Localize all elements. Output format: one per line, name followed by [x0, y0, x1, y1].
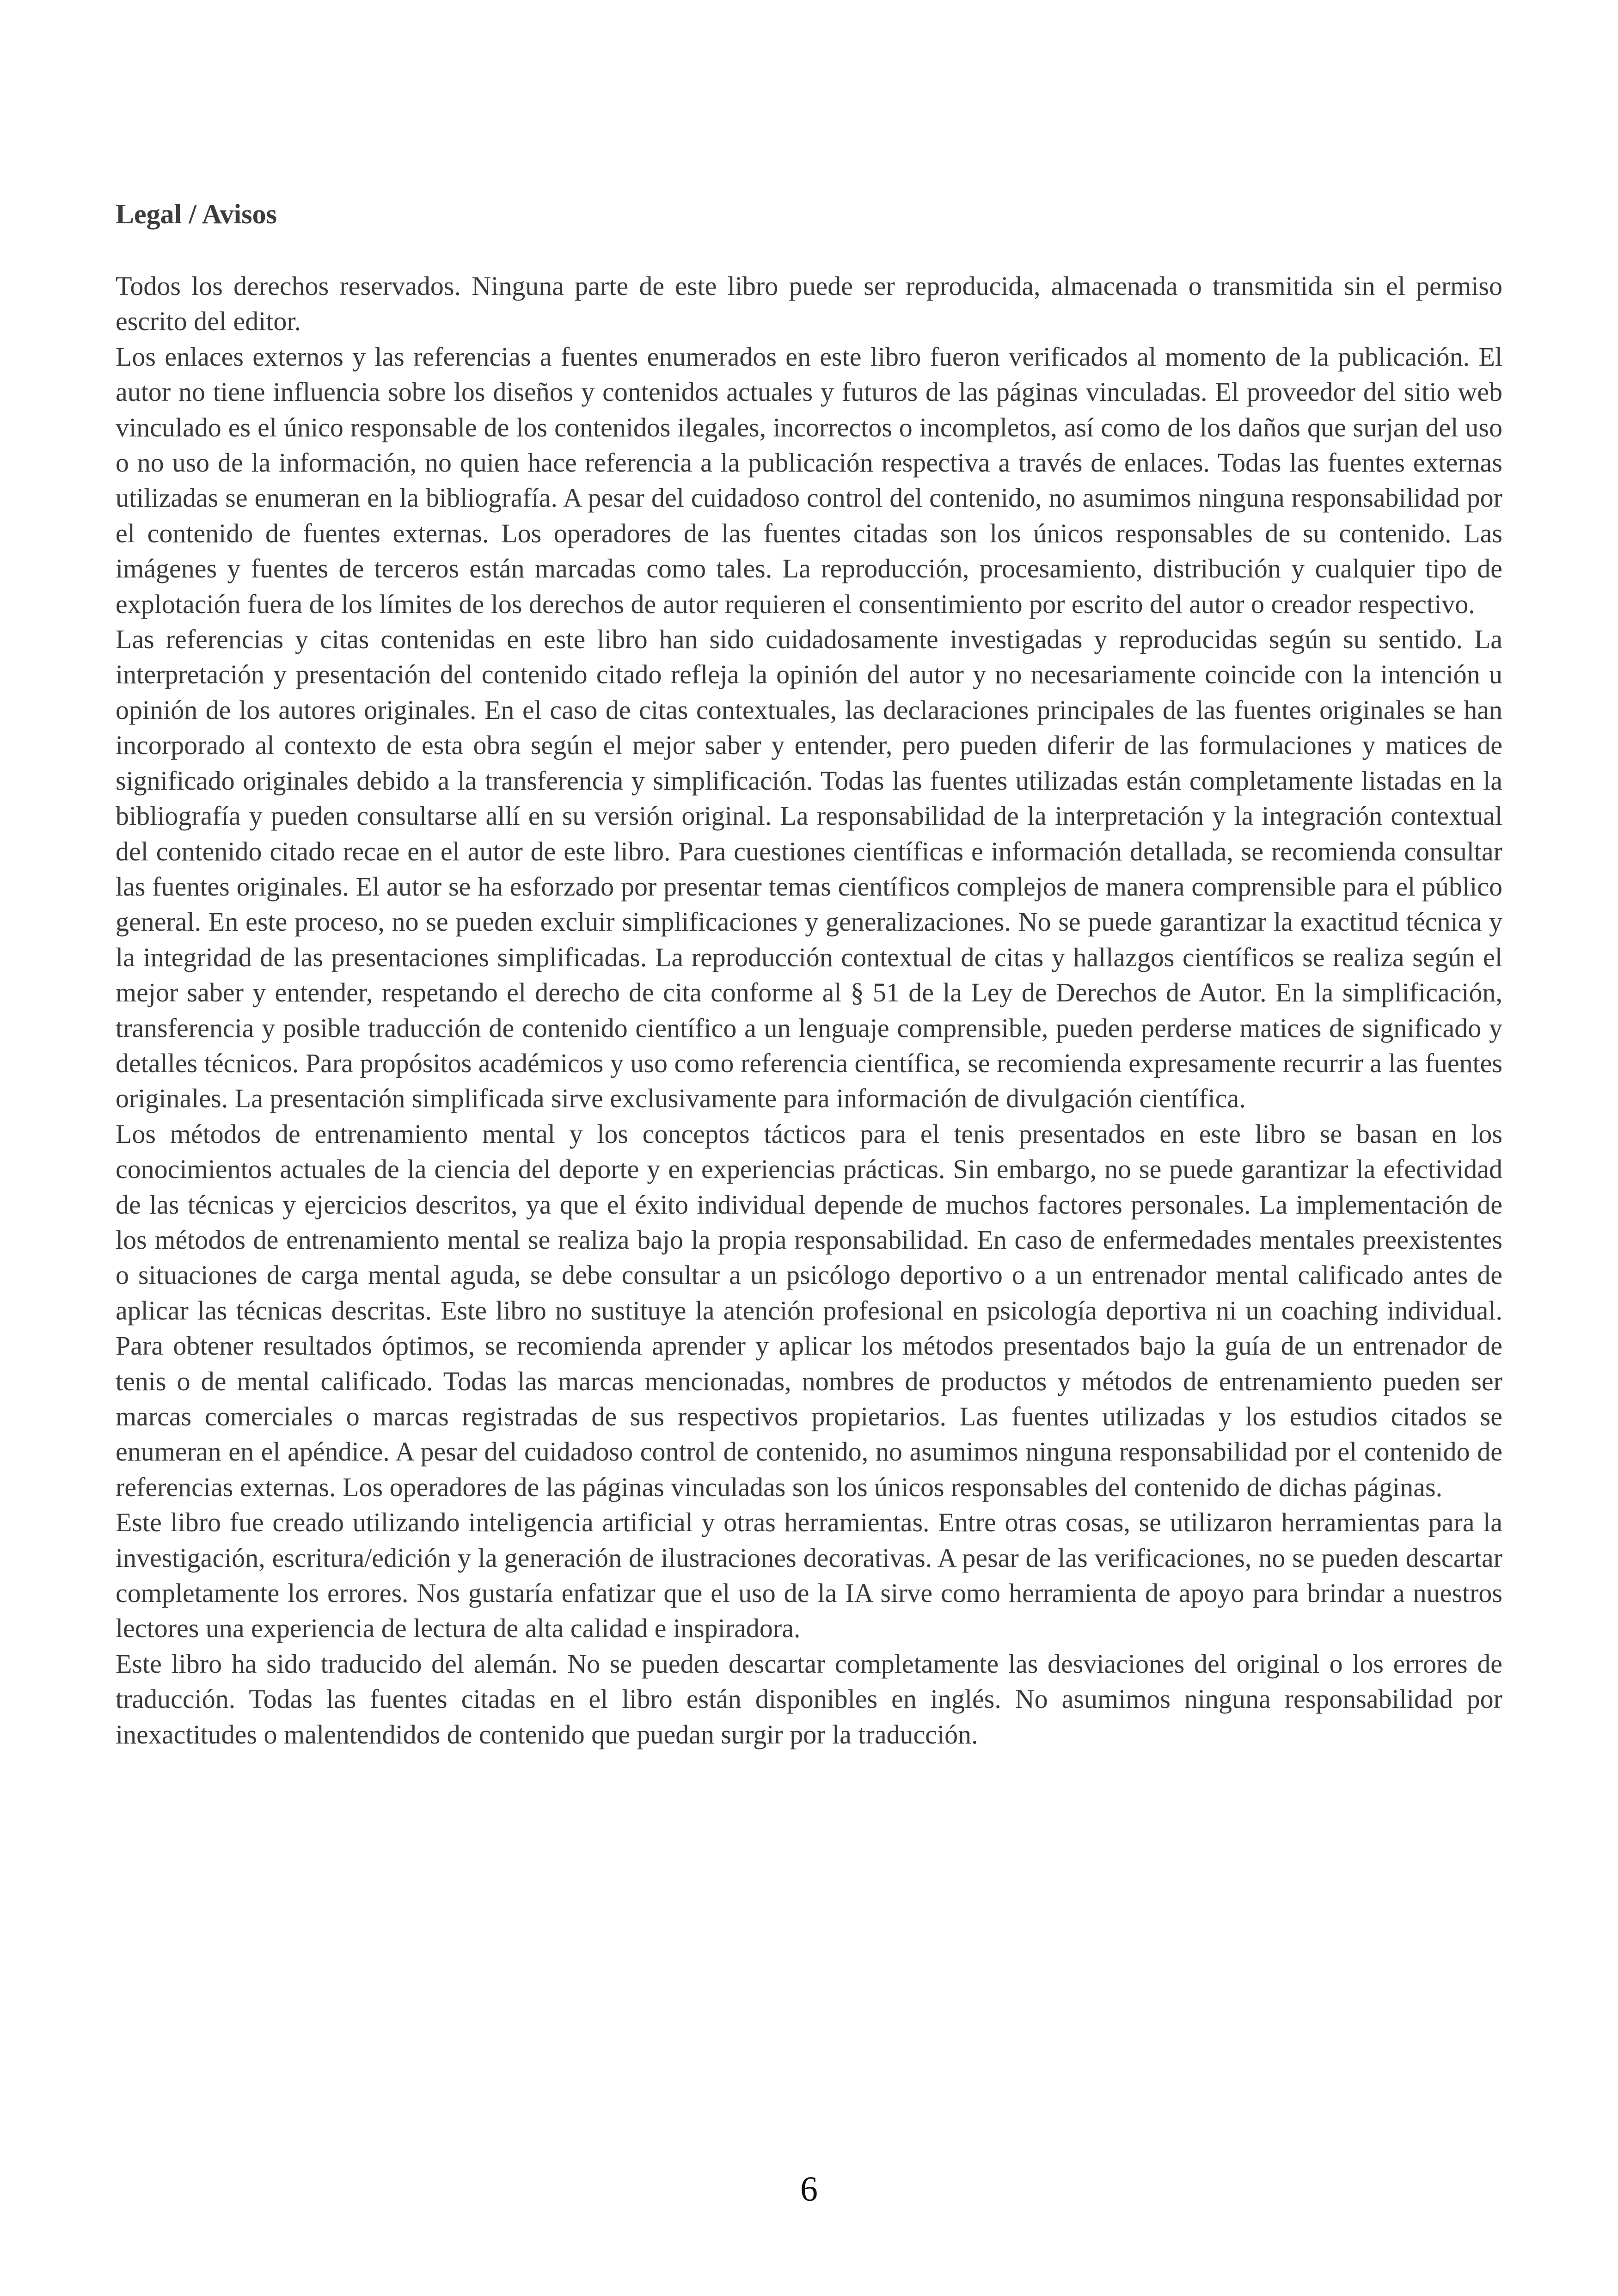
- page-heading: Legal / Avisos: [116, 199, 277, 229]
- paragraph-ai-usage: Este libro fue creado utilizando inteligencia artificial y otras herramientas. Entre otras cosas, se utilizaron herramientas para la investigación, escritura/edición y la generación de ilustraciones decorativas. A pesar de las verificaciones, no se pueden descartar completamente los errores. Nos gustaría enfatizar que el uso de la IA sirve como herramienta de apoyo para brindar a nuestros lectores una experiencia de lectura de alta calidad e inspiradora.: [116, 1507, 1502, 1644]
- paragraph-external-links: Los enlaces externos y las referencias a fuentes enumerados en este libro fueron verificados al momento de la publicación. El autor no tiene influencia sobre los diseños y contenidos actuales y futuros de las páginas vinculadas. El proveedor del sitio web vinculado es el único responsable de los contenidos ilegales, incorrectos o incompletos, así como de los daños que surjan del uso o no uso de la información, no quien hace referencia a la publicación respectiva a través de enlaces. Todas las fuentes externas utilizadas se enumeran en la bibliografía. A pesar del cuidadoso control del contenido, no asumimos ninguna responsabilidad por el contenido de fuentes externas. Los operadores de las fuentes citadas son los únicos responsables de su contenido. Las imágenes y fuentes de terceros están marcadas como tales. La reproducción, procesamiento, distribución y cualquier tipo de explotación fuera de los límites de los derechos de autor requieren el consentimiento por escrito del autor o creador respectivo.: [116, 341, 1502, 619]
- paragraph-citations: Las referencias y citas contenidas en este libro han sido cuidadosamente investigadas y reproducidas según su sentido. La interpretación y presentación del contenido citado refleja la opinión del autor y no necesariamente coincide con la intención u opinión de los autores originales. En el caso de citas contextuales, las declaraciones principales de las fuentes originales se han incorporado al contexto de esta obra según el mejor saber y entender, pero pueden diferir de las formulaciones y matices de significado originales debido a la transferencia y simplificación. Todas las fuentes utilizadas están completamente listadas en la bibliografía y pueden consultarse allí en su versión original. La responsabilidad de la interpretación y la integración contextual del contenido citado recae en el autor de este libro. Para cuestiones científicas e información detallada, se recomienda consultar las fuentes originales. El autor se ha esforzado por presentar temas científicos complejos de manera comprensible para el público general. En este proceso, no se pueden excluir simplificaciones y generalizaciones. No se puede garantizar la exactitud técnica y la integridad de las presentaciones simplificadas. La reproducción contextual de citas y hallazgos científicos se realiza según el mejor saber y entender, respetando el derecho de cita conforme al § 51 de la Ley de Derechos de Autor. En la simplificación, transferencia y posible traducción de contenido científico a un lenguaje comprensible, pueden perderse matices de significado y detalles técnicos. Para propósitos académicos y uso como referencia científica, se recomienda expresamente recurrir a las fuentes originales. La presentación simplificada sirve exclusivamente para información de divulgación científica.: [116, 624, 1502, 1114]
- page-number: 6: [800, 2170, 818, 2209]
- paragraph-copyright: Todos los derechos reservados. Ninguna parte de este libro puede ser reproducida, almacenada o transmitida sin el permiso escrito del editor.: [116, 271, 1502, 337]
- paragraph-translation: Este libro ha sido traducido del alemán. No se pueden descartar completamente las desviaciones del original o los errores de traducción. Todas las fuentes citadas en el libro están disponibles en inglés. No asumimos ninguna responsabilidad por inexactitudes o malentendidos de contenido que puedan surgir por la traducción.: [116, 1648, 1502, 1750]
- paragraph-training-methods: Los métodos de entrenamiento mental y los conceptos tácticos para el tenis presentados en este libro se basan en los conocimientos actuales de la ciencia del deporte y en experiencias prácticas. Sin embargo, no se puede garantizar la efectividad de las técnicas y ejercicios descritos, ya que el éxito individual depende de muchos factores personales. La implementación de los métodos de entrenamiento mental se realiza bajo la propia responsabilidad. En caso de enfermedades mentales preexistentes o situaciones de carga mental aguda, se debe consultar a un psicólogo deportivo o a un entrenador mental calificado antes de aplicar las técnicas descritas. Este libro no sustituye la atención profesional en psicología deportiva ni un coaching individual. Para obtener resultados óptimos, se recomienda aprender y aplicar los métodos presentados bajo la guía de un entrenador de tenis o de mental calificado. Todas las marcas mencionadas, nombres de productos y métodos de entrenamiento pueden ser marcas comerciales o marcas registradas de sus respectivos propietarios. Las fuentes utilizadas y los estudios citados se enumeran en el apéndice. A pesar del cuidadoso control de contenido, no asumimos ninguna responsabilidad por el contenido de referencias externas. Los operadores de las páginas vinculadas son los únicos responsables del contenido de dichas páginas.: [116, 1118, 1502, 1502]
- page-content: [116, 196, 1502, 1752]
